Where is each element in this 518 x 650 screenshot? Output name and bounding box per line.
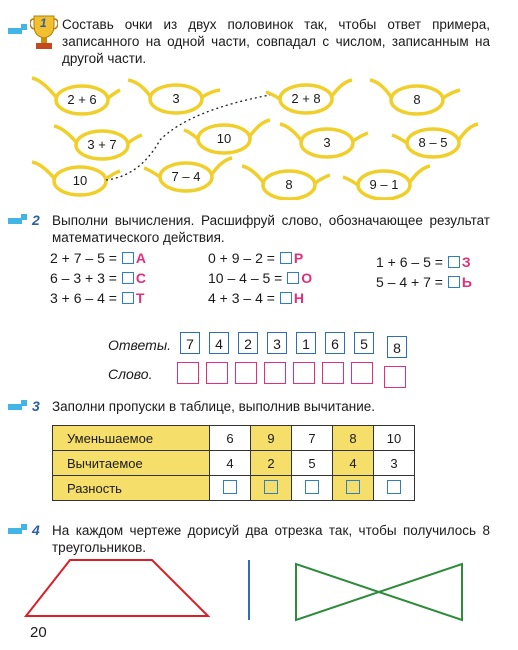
table-cell: 5 xyxy=(292,451,333,476)
answer-cell[interactable] xyxy=(122,292,134,304)
task2-text: Выполни вычисления. Расшифруй слово, обозначающее результат математического действия. xyxy=(52,213,490,245)
answer-box: 6 xyxy=(325,332,345,354)
table-cell xyxy=(292,476,333,501)
example-row: 1 + 6 – 5 = З xyxy=(376,254,471,270)
table-cell xyxy=(374,476,415,501)
difference-input-box[interactable] xyxy=(264,480,278,494)
word-letter-box[interactable] xyxy=(206,362,228,384)
answer-box: 8 xyxy=(387,336,407,358)
half-label: 3 xyxy=(323,135,331,150)
answers-label: Ответы. xyxy=(108,337,172,353)
answer-box: 1 xyxy=(296,332,316,354)
page-number: 20 xyxy=(30,624,47,641)
half-label: 2 + 6 xyxy=(67,92,97,107)
word-letter-box[interactable] xyxy=(177,362,199,384)
example-row: 0 + 9 – 2 = Р xyxy=(208,250,304,266)
difference-input-box[interactable] xyxy=(223,480,237,494)
difference-input-box[interactable] xyxy=(387,480,401,494)
half-label: 3 + 7 xyxy=(87,137,117,152)
table-row xyxy=(53,451,415,476)
word-label: Слово. xyxy=(108,366,153,382)
row-header: Вычитаемое xyxy=(53,451,210,476)
example-row: 6 – 3 + 3 = С xyxy=(50,270,146,286)
drawing-bowtie xyxy=(292,558,492,628)
drawing-vertical-segment xyxy=(245,558,255,628)
word-letter-box[interactable] xyxy=(293,362,315,384)
task-marker-3 xyxy=(8,400,30,412)
half-label: 10 xyxy=(72,173,88,188)
example-row: 2 + 7 – 5 = А xyxy=(50,250,146,266)
half-label: 9 – 1 xyxy=(369,177,399,192)
table-cell xyxy=(210,476,251,501)
half-label: 8 – 5 xyxy=(418,135,448,150)
example-row: 5 – 4 + 7 = Ь xyxy=(376,274,472,290)
answer-cell[interactable] xyxy=(280,292,292,304)
word-letter-box[interactable] xyxy=(264,362,286,384)
half-label: 8 xyxy=(285,177,293,192)
table-cell xyxy=(251,476,292,501)
table-cell: 7 xyxy=(292,426,333,451)
example-row: 10 – 4 – 5 = О xyxy=(208,270,313,286)
table-cell: 3 xyxy=(374,451,415,476)
task1-text: Составь очки из двух половинок так, чтобы ответ примера, записанного на одной части, совпадал с числом, записанным на другой части. xyxy=(62,17,490,66)
row-header: Разность xyxy=(53,476,210,501)
difference-input-box[interactable] xyxy=(305,480,319,494)
answer-cell[interactable] xyxy=(448,276,460,288)
answer-cell[interactable] xyxy=(448,256,460,268)
table-row xyxy=(53,426,415,451)
word-letter-box[interactable] xyxy=(351,362,373,384)
task4-text: На каждом чертеже дорисуй два отрезка так, чтобы получилось 8 треугольников. xyxy=(52,523,490,555)
table-cell: 2 xyxy=(251,451,292,476)
half-label: 7 – 4 xyxy=(171,169,201,184)
task-marker-4 xyxy=(8,524,30,536)
subtraction-table xyxy=(52,425,415,501)
answer-cell[interactable] xyxy=(280,252,292,264)
task3-text: Заполни пропуски в таблице, выполнив вычитание. xyxy=(52,399,376,414)
word-letter-box[interactable] xyxy=(384,366,406,388)
task-number-4: 4 xyxy=(32,522,40,538)
answer-cell[interactable] xyxy=(122,272,134,284)
half-label: 3 xyxy=(172,91,180,106)
answer-box: 7 xyxy=(180,332,200,354)
answer-box: 4 xyxy=(209,332,229,354)
table-cell: 6 xyxy=(210,426,251,451)
task-number-3: 3 xyxy=(32,398,40,414)
difference-input-box[interactable] xyxy=(346,480,360,494)
table-cell: 8 xyxy=(333,426,374,451)
answer-box: 2 xyxy=(238,332,258,354)
task-marker-2 xyxy=(8,214,30,226)
half-label: 8 xyxy=(413,92,421,107)
answer-box: 3 xyxy=(267,332,287,354)
half-label: 10 xyxy=(216,131,232,146)
table-cell: 10 xyxy=(374,426,415,451)
table-row xyxy=(53,476,415,501)
task-number-1: 1 xyxy=(40,16,47,30)
table-cell: 4 xyxy=(210,451,251,476)
row-header: Уменьшаемое xyxy=(53,426,210,451)
table-cell: 4 xyxy=(333,451,374,476)
answer-cell[interactable] xyxy=(122,252,134,264)
word-letter-box[interactable] xyxy=(322,362,344,384)
table-cell xyxy=(333,476,374,501)
answer-cell[interactable] xyxy=(287,272,299,284)
answer-box: 5 xyxy=(354,332,374,354)
task-number-2: 2 xyxy=(32,212,40,228)
example-row: 3 + 6 – 4 = Т xyxy=(50,290,145,306)
half-label: 2 + 8 xyxy=(291,91,321,106)
example-row: 4 + 3 – 4 = Н xyxy=(208,290,304,306)
word-letter-box[interactable] xyxy=(235,362,257,384)
table-cell: 9 xyxy=(251,426,292,451)
